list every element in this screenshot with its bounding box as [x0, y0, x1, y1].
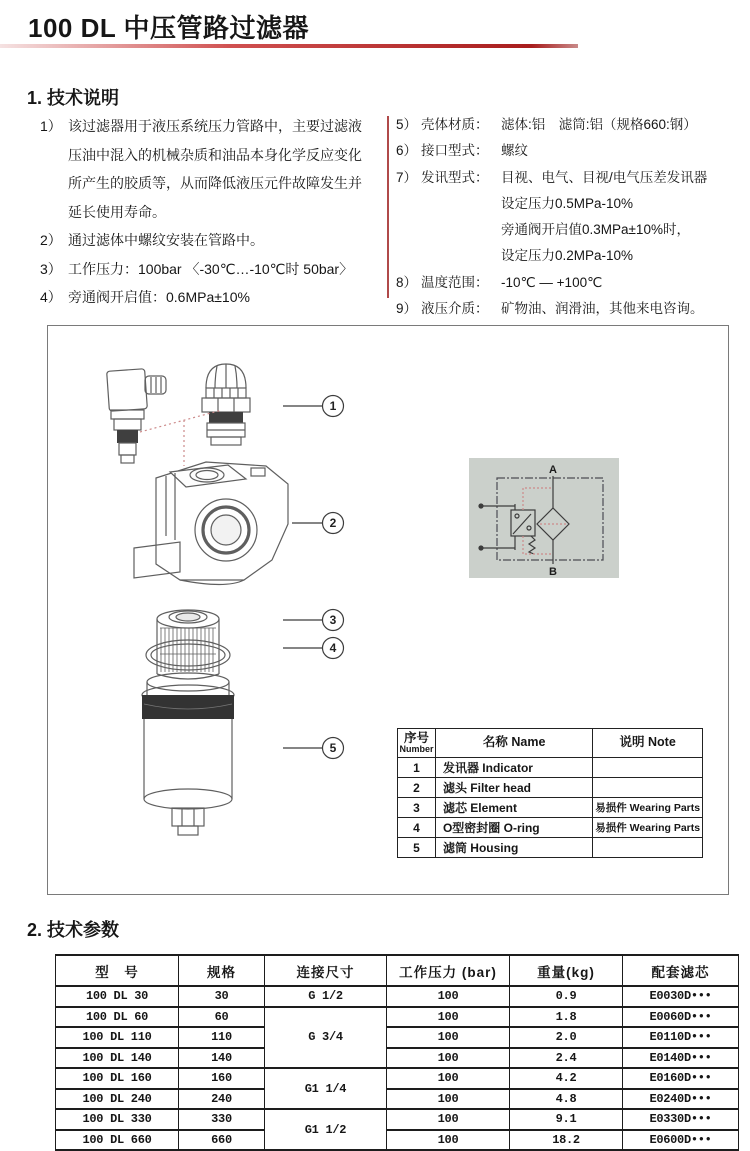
tech-spec-item-5: [396, 112, 745, 138]
spec-cell-model: 100 DL 240: [56, 1089, 179, 1110]
tech-spec-label: 接口型式：: [421, 143, 489, 159]
spec-cell-weight: 2.0: [510, 1027, 623, 1048]
tech-note-item-3: [40, 255, 368, 284]
filter-head-illustration: [134, 462, 288, 585]
parts-cell-note: 易损件 Wearing Parts: [593, 818, 703, 838]
tech-spec-item-6: [396, 138, 745, 164]
tech-note-text: 旁通阀开启值：0.6MPa±10%: [68, 289, 250, 305]
parts-table: [397, 728, 703, 858]
tech-spec-number: 8）: [396, 274, 418, 290]
spec-cell-element-code: E0030D•••: [623, 986, 739, 1007]
spec-cell-weight: 4.8: [510, 1089, 623, 1110]
hydraulic-symbol-schematic: [469, 458, 619, 578]
parts-cell-number: 5: [398, 838, 436, 858]
parts-cell-name: 滤筒 Housing: [435, 838, 592, 858]
column-divider-rule: [387, 116, 389, 298]
spec-cell-weight: 2.4: [510, 1048, 623, 1069]
tech-note-number: 2）: [40, 232, 62, 248]
tech-spec-value: [501, 296, 745, 322]
parts-cell-name: 滤头 Filter head: [435, 778, 592, 798]
spec-cell-weight: 1.8: [510, 1007, 623, 1028]
parts-table-header-row: [398, 729, 703, 758]
tech-note-text: 通过滤体中螺纹安装在管路中。: [68, 232, 264, 248]
parts-cell-number: 4: [398, 818, 436, 838]
schematic-port-b-label: B: [549, 566, 557, 578]
spec-cell-model: 100 DL 160: [56, 1068, 179, 1089]
spec-row: [56, 1089, 739, 1110]
parts-cell-note: [593, 758, 703, 778]
schematic-port-a-label: A: [549, 464, 557, 476]
spec-cell-size: 240: [179, 1089, 265, 1110]
spec-cell-model: 100 DL 110: [56, 1027, 179, 1048]
parameters-header-cell: 配套滤芯: [623, 955, 739, 986]
spec-cell-pressure: 100: [387, 1089, 510, 1110]
tech-spec-value-line: 螺纹: [501, 143, 528, 159]
spec-cell-size: 660: [179, 1130, 265, 1151]
tech-spec-value: [501, 112, 745, 138]
tech-spec-value: [501, 270, 745, 296]
tech-note-number: 3）: [40, 260, 62, 277]
spec-cell-model: 100 DL 330: [56, 1109, 179, 1130]
callout-5-number: 5: [329, 741, 337, 755]
tech-spec-value: [501, 165, 745, 270]
spec-cell-model: 100 DL 60: [56, 1007, 179, 1028]
tech-spec-label: 液压介质：: [421, 301, 489, 317]
tech-spec-value-line: 旁通阀开启值0.3MPa±10%时，: [501, 222, 690, 238]
o-ring-illustration: [146, 640, 230, 670]
tech-spec-label: 发讯型式：: [421, 169, 489, 185]
spec-cell-size: 60: [179, 1007, 265, 1028]
spec-row: [56, 1048, 739, 1069]
callout-leaders: [283, 396, 344, 759]
spec-cell-pressure: 100: [387, 1130, 510, 1151]
parts-row: [398, 838, 703, 858]
parts-header-note: 说明 Note: [593, 729, 703, 758]
spec-cell-element-code: E0600D•••: [623, 1130, 739, 1151]
spec-row: [56, 1130, 739, 1151]
spec-cell-model: 100 DL 140: [56, 1048, 179, 1069]
spec-cell-connection: G1 1/2: [265, 1109, 387, 1150]
spec-cell-element-code: E0160D•••: [623, 1068, 739, 1089]
parts-cell-number: 3: [398, 798, 436, 818]
spec-cell-pressure: 100: [387, 1109, 510, 1130]
tech-note-item-2: [40, 226, 368, 255]
electrical-indicator-illustration: [107, 369, 166, 463]
parameters-header-cell: 规格: [179, 955, 265, 986]
tech-spec-value-line: 滤体:铝 滤筒:铝（规格660:钢）: [501, 117, 697, 132]
spec-cell-connection: G 1/2: [265, 986, 387, 1007]
tech-notes-right-column: [396, 112, 745, 322]
spec-cell-pressure: 100: [387, 1007, 510, 1028]
spec-cell-element-code: E0110D•••: [623, 1027, 739, 1048]
visual-indicator-illustration: [202, 364, 250, 445]
parts-cell-note: 易损件 Wearing Parts: [593, 798, 703, 818]
callout-1-number: 1: [329, 399, 337, 413]
tech-spec-number: 5）: [396, 117, 418, 132]
parameters-header-row: [56, 955, 739, 986]
tech-spec-label: 壳体材质：: [421, 117, 489, 132]
parts-cell-number: 2: [398, 778, 436, 798]
parts-row: [398, 798, 703, 818]
page-title: 100 DL 中压管路过滤器: [28, 13, 310, 43]
title-underline: [0, 44, 578, 48]
spec-row: [56, 1068, 739, 1089]
parts-header-number: [398, 729, 436, 758]
spec-cell-element-code: E0140D•••: [623, 1048, 739, 1069]
tech-spec-value-line: 设定压力0.2MPa-10%: [501, 248, 634, 264]
spec-cell-pressure: 100: [387, 1048, 510, 1069]
spec-cell-size: 330: [179, 1109, 265, 1130]
spec-cell-weight: 0.9: [510, 986, 623, 1007]
parameters-header-cell: 重量(kg): [510, 955, 623, 986]
callout-3-number: 3: [329, 613, 337, 627]
parts-cell-note: [593, 838, 703, 858]
parts-cell-note: [593, 778, 703, 798]
tech-spec-value-line: -10℃ — +100℃: [501, 274, 603, 290]
parts-row: [398, 758, 703, 778]
tech-note-item-1: [40, 112, 368, 226]
spec-cell-weight: 18.2: [510, 1130, 623, 1151]
tech-spec-item-7: [396, 165, 745, 270]
parts-row: [398, 818, 703, 838]
tech-spec-item-9: [396, 296, 745, 322]
callout-numbers: [330, 399, 337, 755]
spec-cell-element-code: E0060D•••: [623, 1007, 739, 1028]
spec-cell-element-code: E0240D•••: [623, 1089, 739, 1110]
spec-cell-pressure: 100: [387, 1027, 510, 1048]
section1-heading: 1. 技术说明: [27, 88, 120, 108]
tech-note-text: 该过滤器用于液压系统压力管路中，主要过滤液压油中混入的机械杂质和油品本身化学反应变化所产生的胶质等，从而降低液压元件故障发生并延长使用寿命。: [68, 118, 362, 220]
spec-cell-connection: G1 1/4: [265, 1068, 387, 1109]
tech-spec-number: 7）: [396, 169, 418, 185]
tech-spec-value-line: 目视、电气、目视/电气压差发讯器: [501, 169, 708, 185]
section2-heading: 2. 技术参数: [27, 920, 120, 940]
tech-spec-label: 温度范围：: [421, 274, 489, 290]
parts-header-name: 名称 Name: [435, 729, 592, 758]
spec-cell-weight: 4.2: [510, 1068, 623, 1089]
spec-cell-size: 160: [179, 1068, 265, 1089]
tech-spec-value-line: 设定压力0.5MPa-10%: [501, 195, 634, 211]
spec-cell-pressure: 100: [387, 1068, 510, 1089]
parts-cell-name: 发讯器 Indicator: [435, 758, 592, 778]
parameters-table: [55, 954, 739, 1151]
parameters-header-cell: 型 号: [56, 955, 179, 986]
spec-cell-pressure: 100: [387, 986, 510, 1007]
spec-row: [56, 1007, 739, 1028]
tech-notes-left-column: [40, 112, 368, 312]
parts-row: [398, 778, 703, 798]
spec-cell-weight: 9.1: [510, 1109, 623, 1130]
callout-2-number: 2: [329, 516, 337, 530]
parts-header-number-en: Number: [399, 743, 434, 754]
spec-cell-size: 140: [179, 1048, 265, 1069]
tech-note-text: 工作压力：100bar 〈-30℃…-10℃时 50bar〉: [68, 260, 354, 277]
tech-note-number: 4）: [40, 289, 62, 305]
tech-spec-value: [501, 138, 745, 164]
tech-spec-item-8: [396, 270, 745, 296]
housing-illustration: [142, 673, 234, 835]
tech-note-item-4: [40, 283, 368, 312]
tech-spec-number: 6）: [396, 143, 418, 159]
tech-spec-number: 9）: [396, 301, 418, 317]
spec-cell-size: 30: [179, 986, 265, 1007]
parts-header-number-zh: 序号: [403, 730, 429, 745]
spec-cell-element-code: E0330D•••: [623, 1109, 739, 1130]
spec-cell-model: 100 DL 660: [56, 1130, 179, 1151]
spec-cell-connection: G 3/4: [265, 1007, 387, 1069]
parameters-header-cell: 工作压力 (bar): [387, 955, 510, 986]
exploded-view-panel: [47, 325, 729, 895]
callout-4-number: 4: [329, 641, 337, 655]
spec-cell-size: 110: [179, 1027, 265, 1048]
tech-note-number: 1）: [40, 118, 62, 134]
parts-cell-name: 滤芯 Element: [435, 798, 592, 818]
spec-row: [56, 986, 739, 1007]
spec-cell-model: 100 DL 30: [56, 986, 179, 1007]
parameters-header-cell: 连接尺寸: [265, 955, 387, 986]
spec-row: [56, 1027, 739, 1048]
parts-cell-name: O型密封圈 O-ring: [435, 818, 592, 838]
tech-spec-value-line: 矿物油、润滑油，其他来电咨询。: [501, 301, 704, 317]
spec-row: [56, 1109, 739, 1130]
parts-cell-number: 1: [398, 758, 436, 778]
